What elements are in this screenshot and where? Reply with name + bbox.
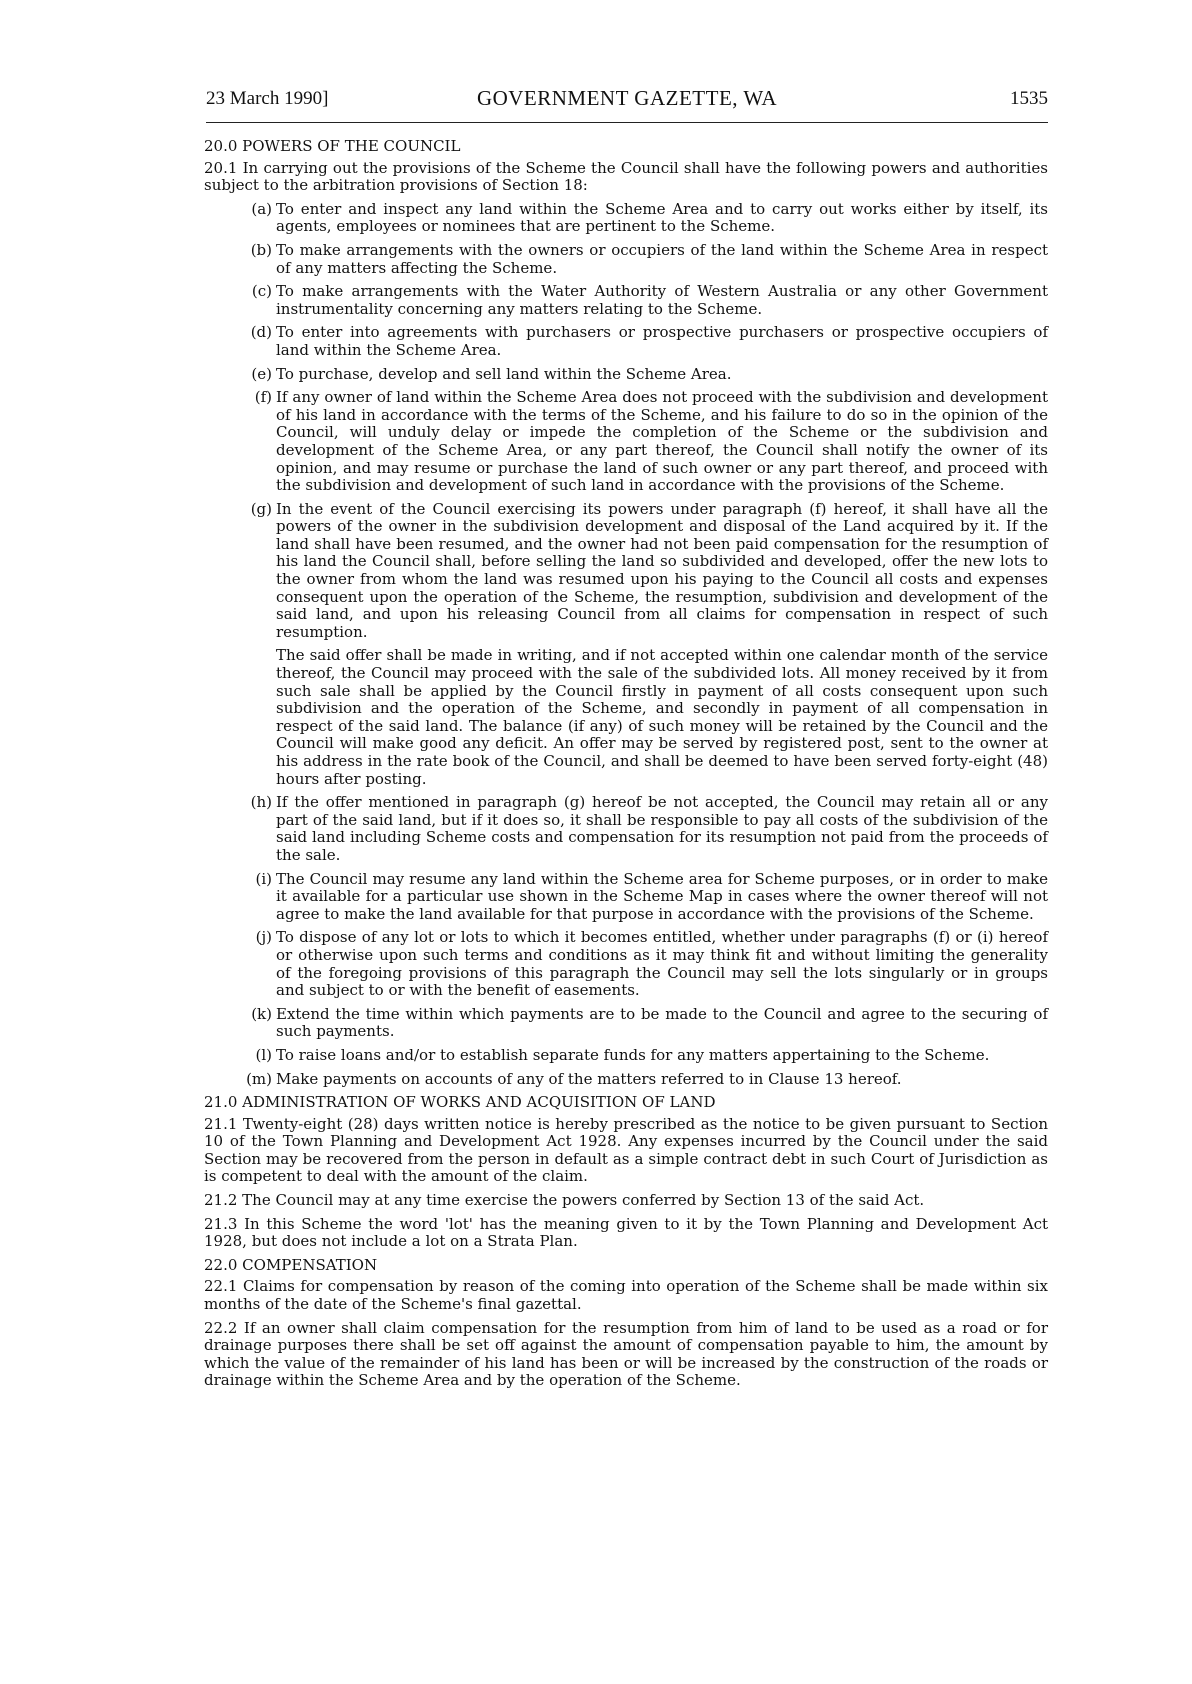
item-text: To purchase, develop and sell land within the Scheme Area.: [276, 364, 732, 383]
item-label: (a): [251, 199, 272, 218]
header-title: GOVERNMENT GAZETTE, WA: [476, 86, 778, 110]
clause-21-2: 21.2 The Council may at any time exercise the powers conferred by Section 13 of the said Act.: [204, 1191, 925, 1210]
list-item: [204, 201, 1048, 236]
item-label: (i): [255, 869, 272, 888]
item-text: Extend the time within which payments are to be made to the Council and agree to the securing of such payments.: [276, 1004, 1048, 1041]
list-item: [204, 324, 1048, 359]
list-item: [204, 501, 1048, 789]
item-text: To make arrangements with the Water Authority of Western Australia or any other Government instrumentality concerning any matters relating to the Scheme.: [276, 282, 1048, 318]
item-label: (m): [246, 1069, 272, 1088]
item-label: (g): [250, 499, 272, 518]
header-page-number: 1535: [1010, 88, 1048, 109]
item-text-continued: The said offer shall be made in writing, and if not accepted within one calendar month of the service thereof, the Council may proceed with the sale of the subdivided lots. All money received by it from such sale shall be applied by the Council firstly in payment of all costs consequent upon such subdivision and the operation of the Scheme, and secondly in payment of all compensation in respect of the said land. The balance (if any) of such money will be retained by the Council and the Council will make good any deficit. An offer may be served by registered post, sent to the owner at his address in the rate book of the Council, and shall be deemed to have been served forty-eight (48) hours after posting.: [276, 646, 1048, 788]
clause-20-1: 20.1 In carrying out the provisions of the Scheme the Council shall have the following powers and authorities subject to the arbitration provisions of Section 18:: [204, 158, 1048, 195]
page-body: [204, 138, 1048, 1396]
list-item: [204, 871, 1048, 924]
list-item: [204, 366, 1048, 384]
clause-22-1: 22.1 Claims for compensation by reason of the coming into operation of the Scheme shall be made within six months of the date of the Scheme's final gazettal.: [204, 1277, 1048, 1314]
list-item: [204, 389, 1048, 495]
item-label: (f): [254, 388, 272, 407]
header-date: 23 March 1990]: [206, 88, 329, 109]
clause-21-3: 21.3 In this Scheme the word 'lot' has the meaning given to it by the Town Planning and Development Act 1928, but does not include a lot on a Strata Plan.: [204, 1214, 1048, 1251]
powers-list: [204, 201, 1048, 1088]
item-label: (c): [251, 282, 272, 301]
list-item: [204, 1006, 1048, 1041]
item-text: To make arrangements with the owners or occupiers of the land within the Scheme Area in respect of any matters affecting the Scheme.: [276, 240, 1048, 277]
item-label: (k): [251, 1004, 272, 1023]
clause-22-2: 22.2 If an owner shall claim compensation for the resumption from him of land to be used as a road or for drainage purposes there shall be set off against the amount of compensation payable to him, the amount by which the value of the remainder of his land has been or will be increased by the construction of the roads or drainage within the Scheme Area and by the operation of the Scheme.: [204, 1318, 1048, 1390]
item-text: To enter into agreements with purchasers or prospective purchasers or prospective occupiers of land within the Scheme Area.: [276, 323, 1048, 359]
section-20-heading: 20.0 POWERS OF THE COUNCIL: [204, 137, 461, 155]
page-header: [206, 88, 1048, 123]
list-item: [204, 929, 1048, 999]
item-text: The Council may resume any land within the Scheme area for Scheme purposes, or in order to make it available for a particular use shown in the Scheme Map in cases where the owner thereof will not agree to make the land available for that purpose in accordance with the provisions of the Scheme.: [276, 869, 1048, 923]
item-label: (h): [250, 793, 272, 812]
item-label: (j): [255, 928, 272, 947]
item-text: To enter and inspect any land within the Scheme Area and to carry out works either by itself, its agents, employees or nominees that are pertinent to the Scheme.: [276, 199, 1048, 236]
item-label: (d): [250, 323, 272, 342]
item-text: Make payments on accounts of any of the matters referred to in Clause 13 hereof.: [276, 1069, 902, 1088]
item-text: If any owner of land within the Scheme Area does not proceed with the subdivision and development of his land in accordance with the terms of the Scheme, and his failure to do so in the opinion of the Council, will unduly delay or impede the completion of the Scheme or the subdivision and development of the Scheme Area, or any part thereof, the Council shall notify the owner of its opinion, and may resume or purchase the land of such owner or any part thereof, and proceed with the subdivision and development of such land in accordance with the provisions of the Scheme.: [276, 388, 1048, 495]
list-item: [204, 1047, 1048, 1065]
list-item: [204, 242, 1048, 277]
list-item: [204, 283, 1048, 318]
item-text: To raise loans and/or to establish separate funds for any matters appertaining to the Scheme.: [276, 1045, 990, 1064]
item-text: If the offer mentioned in paragraph (g) hereof be not accepted, the Council may retain all or any part of the said land, but if it does so, it shall be responsible to pay all costs of the subdivision of the said land including Scheme costs and compensation for its resumption not paid from the proceeds of the sale.: [276, 793, 1048, 864]
item-label: (e): [251, 364, 272, 383]
section-22-heading: 22.0 COMPENSATION: [204, 1255, 378, 1274]
item-text: To dispose of any lot or lots to which it becomes entitled, whether under paragraphs (f) or (i) hereof or otherwise upon such terms and conditions as it may think fit and without limiting the generality of the foregoing provisions of this paragraph the Council may sell the lots singularly or in groups and subject to or with the benefit of easements.: [276, 928, 1048, 1000]
section-21-heading: 21.0 ADMINISTRATION OF WORKS AND ACQUISITION OF LAND: [204, 1093, 716, 1112]
clause-21-1: 21.1 Twenty-eight (28) days written notice is hereby prescribed as the notice to be given pursuant to Section 10 of the Town Planning and Development Act 1928. Any expenses incurred by the Council under the said Section may be recovered from the person in default as a simple contract debt in such Court of Jurisdiction as is competent to deal with the amount of the claim.: [204, 1114, 1048, 1186]
item-label: (l): [255, 1045, 272, 1064]
list-item: [204, 794, 1048, 864]
list-item: [204, 1071, 1048, 1089]
item-label: (b): [250, 240, 272, 259]
item-text: In the event of the Council exercising its powers under paragraph (f) hereof, it shall have all the powers of the owner in the subdivision development and disposal of the Land acquired by it. If the land shall have been resumed, and the owner had not been paid compensation for the resumption of his land the Council shall, before selling the land so subdivided and developed, offer the new lots to the owner from whom the land was resumed upon his paying to the Council all costs and expenses consequent upon the operation of the Scheme, the resumption, subdivision and development of the said land, and upon his releasing Council from all claims for compensation in respect of such resumption.: [276, 499, 1048, 641]
